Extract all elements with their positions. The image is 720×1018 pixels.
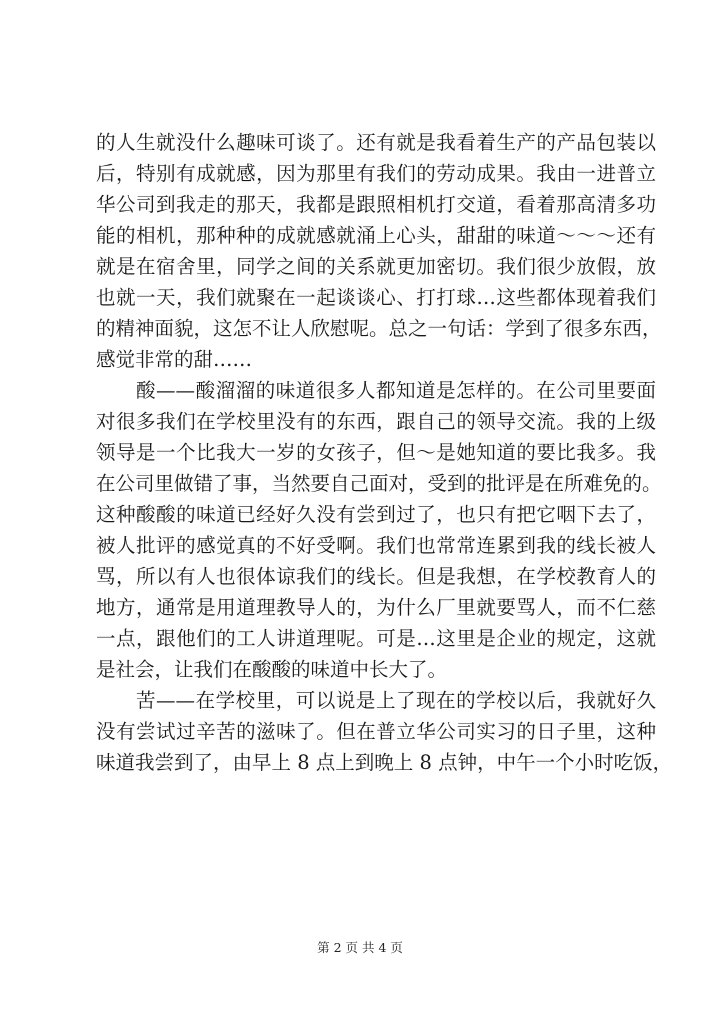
text-line: 酸——酸溜溜的味道很多人都知道是怎样的。在公司里要面 bbox=[136, 379, 656, 402]
text-line: 这种酸酸的味道已经好久没有尝到过了，也只有把它咽下去了， bbox=[96, 503, 656, 526]
text-line: 后，特别有成就感，因为那里有我们的劳动成果。我由一进普立 bbox=[96, 162, 656, 185]
text-line: 味道我尝到了，由早上 8 点上到晚上 8 点钟，中午一个小时吃饭， bbox=[96, 751, 673, 774]
text-line: 华公司到我走的那天，我都是跟照相机打交道，看着那高清多功 bbox=[96, 193, 656, 216]
text-line: 苦——在学校里，可以说是上了现在的学校以后，我就好久 bbox=[136, 689, 656, 712]
text-line: 被人批评的感觉真的不好受啊。我们也常常连累到我的线长被人 bbox=[96, 534, 656, 557]
text-line: 的人生就没什么趣味可谈了。还有就是我看着生产的产品包装以 bbox=[96, 131, 656, 154]
text-line: 的精神面貌，这怎不让人欣慰呢。总之一句话：学到了很多东西， bbox=[96, 317, 662, 340]
text-line: 也就一天，我们就聚在一起谈谈心、打打球…这些都体现着我们 bbox=[96, 286, 656, 309]
text-line: 能的相机，那种种的成就感就涌上心头，甜甜的味道～～～还有 bbox=[96, 224, 656, 247]
text-line: 没有尝试过辛苦的滋味了。但在普立华公司实习的日子里，这种 bbox=[96, 720, 656, 743]
text-line: 一点，跟他们的工人讲道理呢。可是…这里是企业的规定，这就 bbox=[96, 627, 656, 650]
text-line: 骂，所以有人也很体谅我们的线长。但是我想，在学校教育人的 bbox=[96, 565, 656, 588]
text-line: 就是在宿舍里，同学之间的关系就更加密切。我们很少放假，放 bbox=[96, 255, 656, 278]
text-line: 在公司里做错了事，当然要自己面对，受到的批评是在所难免的。 bbox=[96, 472, 662, 495]
text-line: 领导是一个比我大一岁的女孩子，但～是她知道的要比我多。我 bbox=[96, 441, 656, 464]
text-line: 地方，通常是用道理教导人的，为什么厂里就要骂人，而不仁慈 bbox=[96, 596, 656, 619]
page-number-footer: 第 2 页 共 4 页 bbox=[317, 940, 403, 955]
text-line: 感觉非常的甜…… bbox=[96, 348, 253, 371]
text-line: 是社会，让我们在酸酸的味道中长大了。 bbox=[96, 658, 448, 681]
body-text bbox=[96, 127, 673, 778]
text-line: 对很多我们在学校里没有的东西，跟自己的领导交流。我的上级 bbox=[96, 410, 656, 433]
